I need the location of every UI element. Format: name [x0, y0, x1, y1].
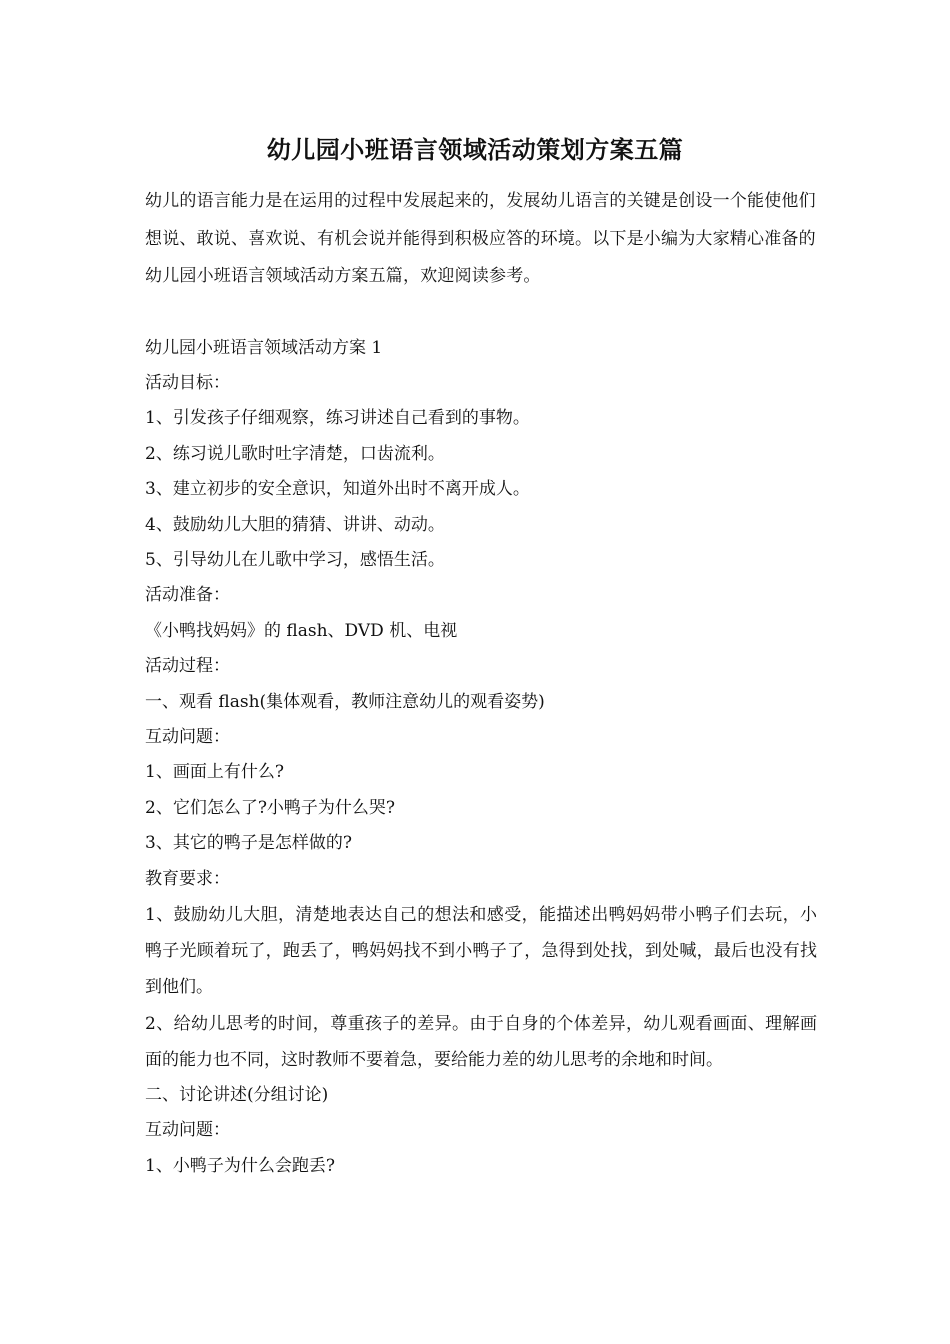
goal-item: 5、引导幼儿在儿歌中学习，感悟生活。: [145, 549, 445, 570]
question-item: 1、小鸭子为什么会跑丢?: [145, 1155, 335, 1176]
intro-paragraph: 幼儿的语言能力是在运用的过程中发展起来的，发展幼儿语言的关键是创设一个能使他们想说、敢说、喜欢说、有机会说并能得到积极应答的环境。以下是小编为大家精心准备的幼儿园小班语言领域活动方案五篇，欢迎阅读参考。: [145, 191, 816, 286]
section-spacer: [145, 296, 817, 331]
step-heading: 二、讨论讲述(分组讨论): [145, 1085, 329, 1106]
education-label: 教育要求：: [145, 868, 230, 889]
section-heading: 幼儿园小班语言领域活动方案 1: [145, 337, 383, 358]
document-body: [145, 183, 817, 1184]
prep-text: 《小鸭找妈妈》的 flash、DVD 机、电视: [145, 620, 458, 641]
questions-label: 互动问题：: [145, 1120, 230, 1141]
process-label: 活动过程：: [145, 656, 230, 677]
goal-item: 3、建立初步的安全意识，知道外出时不离开成人。: [145, 479, 530, 500]
goal-item: 2、练习说儿歌时吐字清楚，口齿流利。: [145, 443, 445, 464]
goal-item: 4、鼓励幼儿大胆的猜猜、讲讲、动动。: [145, 514, 445, 535]
education-item: 2、给幼儿思考的时间，尊重孩子的差异。由于自身的个体差异，幼儿观看画面、理解画面的能力也不同，这时教师不要着急，要给能力差的幼儿思考的余地和时间。: [145, 1013, 817, 1070]
questions-label: 互动问题：: [145, 726, 230, 747]
document-title: 幼儿园小班语言领域活动策划方案五篇: [266, 135, 684, 164]
step-heading: 一、观看 flash(集体观看，教师注意幼儿的观看姿势): [145, 691, 545, 712]
goals-label: 活动目标：: [145, 372, 230, 393]
goal-item: 1、引发孩子仔细观察，练习讲述自己看到的事物。: [145, 408, 530, 429]
question-item: 1、画面上有什么?: [145, 762, 284, 783]
prep-label: 活动准备：: [145, 585, 230, 606]
question-item: 3、其它的鸭子是怎样做的?: [145, 833, 352, 854]
education-item: 1、鼓励幼儿大胆，清楚地表达自己的想法和感受，能描述出鸭妈妈带小鸭子们去玩，小鸭子光顾着玩了，跑丢了，鸭妈妈找不到小鸭子了，急得到处找，到处喊，最后也没有找到他们。: [145, 905, 817, 998]
question-item: 2、它们怎么了?小鸭子为什么哭?: [145, 797, 396, 818]
